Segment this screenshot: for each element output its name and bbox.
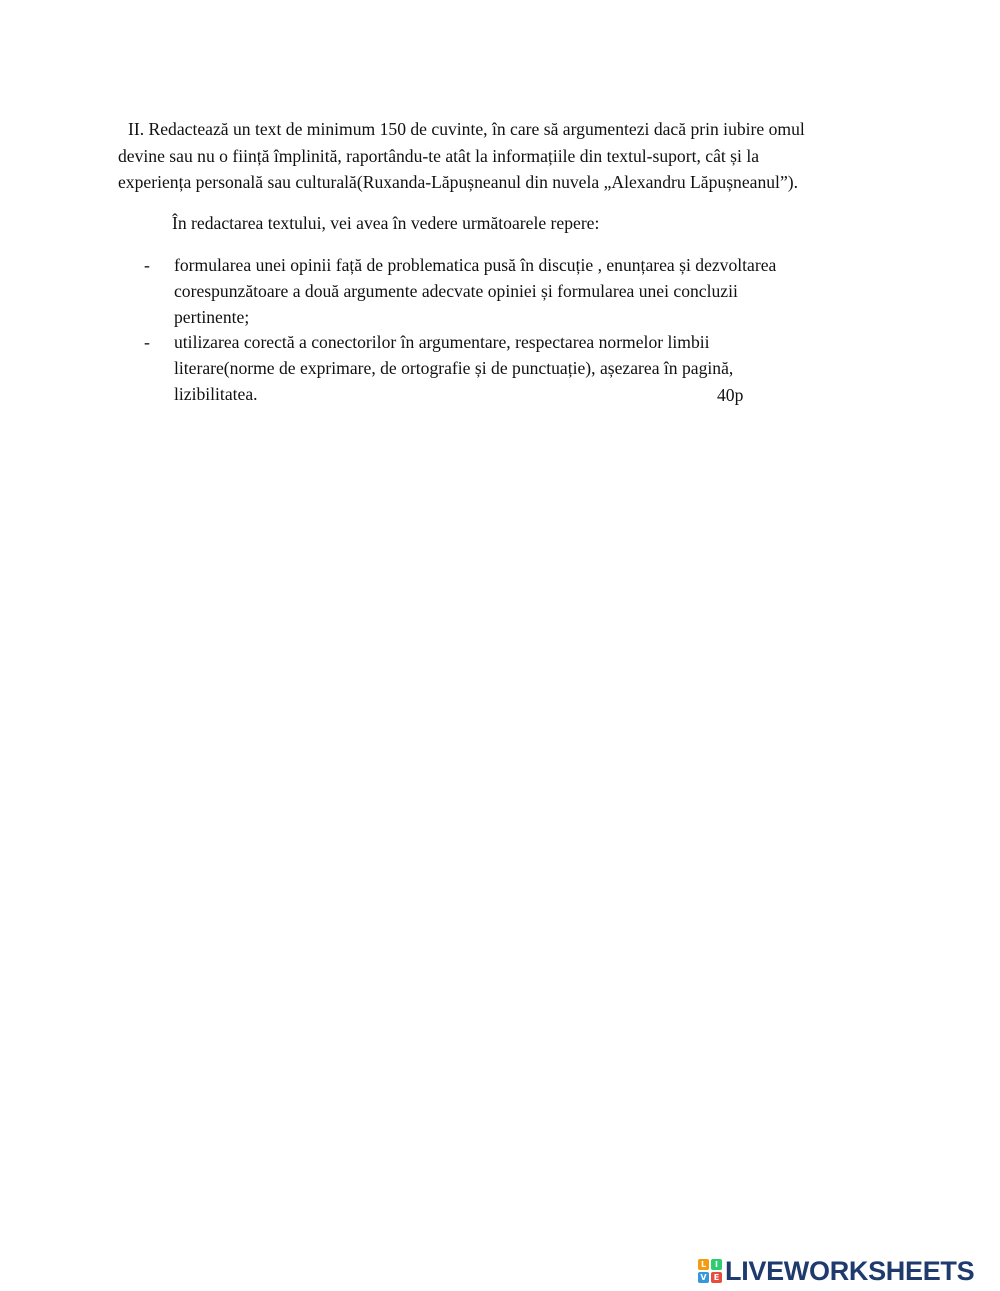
criteria-item-line: formularea unei opinii față de problematica pusă în discuție , enunțarea și dezvoltarea (174, 255, 777, 275)
criteria-item-line: literare(norme de exprimare, de ortografie și de punctuație), așezarea în pagină, (174, 358, 734, 379)
criteria-item-form (144, 330, 864, 407)
brand-name: LIVEWORKSHEETS (725, 1256, 975, 1286)
task-statement (118, 116, 898, 196)
task-line-3: experiența personală sau culturală(Ruxanda-Lăpușneanul din nuvela „Alexandru Lăpușneanul”). (118, 172, 799, 192)
criteria-item-opinion (144, 253, 864, 330)
criteria-item-line: pertinente; (174, 306, 250, 327)
logo-square: V (698, 1272, 709, 1283)
logo-square: L (698, 1259, 709, 1270)
liveworksheets-logo[interactable] (698, 1257, 974, 1285)
criteria-item-line: lizibilitatea. (174, 383, 258, 404)
criteria-item-line: corespunzătoare a două argumente adecvate opiniei și formularea unei concluzii (174, 280, 738, 301)
logo-square: E (711, 1272, 722, 1283)
points-value: 40p (717, 385, 744, 405)
criteria-intro: În redactarea textului, vei avea în vedere următoarele repere: (172, 213, 600, 233)
criteria-list (144, 253, 864, 408)
list-bullet: - (144, 332, 150, 353)
task-line-1: II. Redactează un text de minimum 150 de cuvinte, în care să argumentezi dacă prin iubire omul (128, 119, 805, 139)
criteria-item-line: utilizarea corectă a conectorilor în argumentare, respectarea normelor limbii (174, 332, 710, 353)
list-bullet: - (144, 255, 150, 275)
task-line-2: devine sau nu o ființă împlinită, raportându-te atât la informațiile din textul-suport, cât și la (118, 145, 760, 166)
logo-square: I (711, 1259, 722, 1270)
brand-logo-icon (698, 1259, 722, 1283)
